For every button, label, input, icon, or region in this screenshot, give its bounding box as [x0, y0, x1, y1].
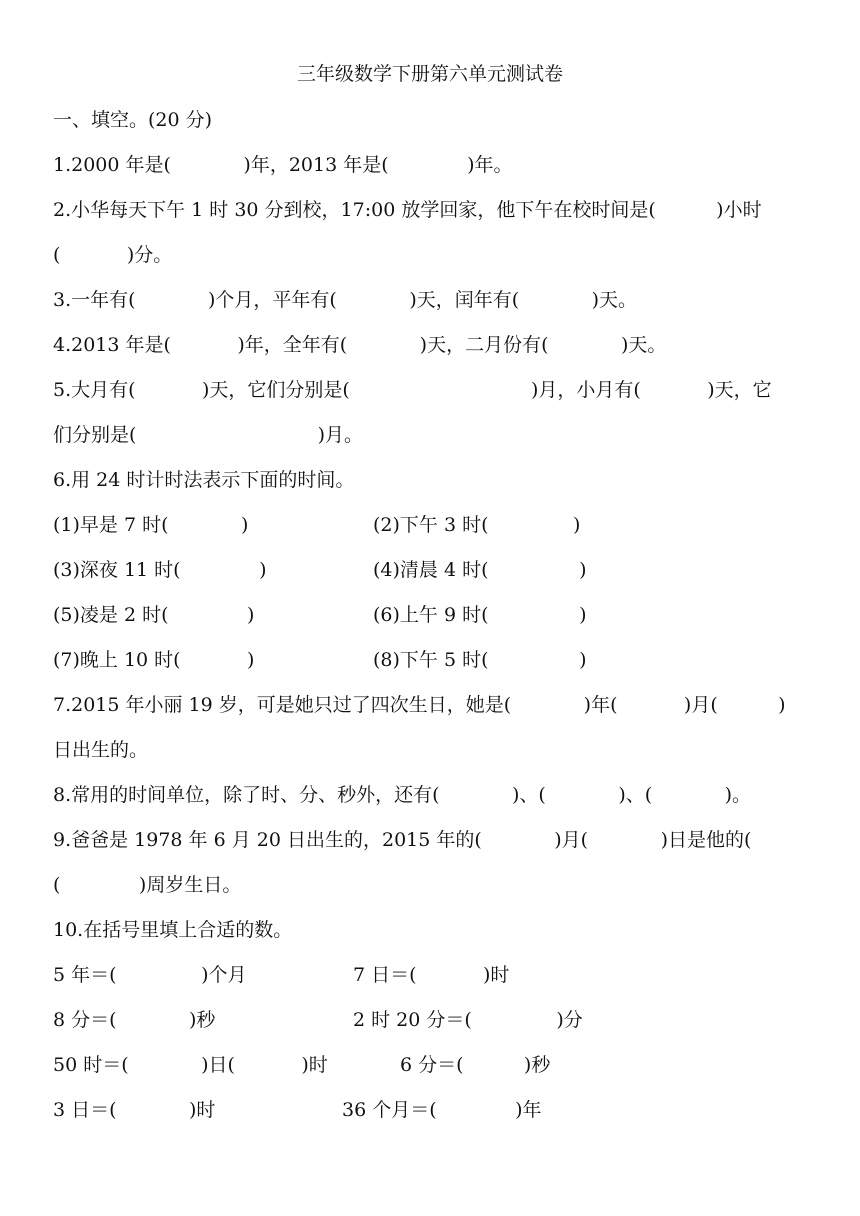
page-title: 三年级数学下册第六单元测试卷 [296, 63, 563, 85]
q10-item: 50 时＝( )日( )时 [53, 1054, 328, 1076]
question-8: 8.常用的时间单位，除了时、分、秒外，还有( )、( )、( )。 [53, 784, 752, 806]
q6-item: (3)深夜 11 时( ) [53, 559, 267, 581]
question-5-line-2: 们分别是( )月。 [53, 424, 364, 446]
question-1: 1.2000 年是( )年，2013 年是( )年。 [53, 154, 513, 176]
question-5-line-1: 5.大月有( )天，它们分别是( )月，小月有( )天，它 [53, 379, 772, 401]
question-3: 3.一年有( )个月，平年有( )天，闰年有( )天。 [53, 289, 638, 311]
question-4: 4.2013 年是( )年，全年有( )天，二月份有( )天。 [53, 334, 667, 356]
question-9-line-1: 9.爸爸是 1978 年 6 月 20 日出生的，2015 年的( )月( )日是他的( [53, 829, 752, 851]
q10-item: 8 分＝( )秒 [53, 1009, 216, 1031]
q6-item: (5)凌是 2 时( ) [53, 604, 255, 626]
q10-item: 7 日＝( )时 [353, 964, 510, 986]
section-heading: 一、填空。(20 分) [53, 109, 213, 131]
q10-item: 3 日＝( )时 [53, 1099, 216, 1121]
q6-item: (6)上午 9 时( ) [373, 604, 587, 626]
question-2-line-2: ( )分。 [53, 244, 173, 266]
q10-item: 2 时 20 分＝( )分 [353, 1009, 583, 1031]
question-9-line-2: ( )周岁生日。 [53, 874, 242, 896]
q10-item: 36 个月＝( )年 [342, 1099, 542, 1121]
question-7-line-2: 日出生的。 [53, 739, 149, 761]
q6-item: (4)清晨 4 时( ) [373, 559, 587, 581]
q6-item: (1)早是 7 时( ) [53, 514, 249, 536]
question-7-line-1: 7.2015 年小丽 19 岁，可是她只过了四次生日，她是( )年( )月( ) [53, 694, 786, 716]
q6-item: (7)晚上 10 时( ) [53, 649, 255, 671]
question-6: 6.用 24 时计时法表示下面的时间。 [53, 469, 355, 491]
q10-item: 5 年＝( )个月 [53, 964, 247, 986]
q10-item: 6 分＝( )秒 [400, 1054, 551, 1076]
question-10: 10.在括号里填上合适的数。 [53, 919, 293, 941]
q6-item: (8)下午 5 时( ) [373, 649, 587, 671]
q6-item: (2)下午 3 时( ) [373, 514, 581, 536]
question-2-line-1: 2.小华每天下午 1 时 30 分到校，17:00 放学回家，他下午在校时间是( )小时 [53, 199, 762, 221]
